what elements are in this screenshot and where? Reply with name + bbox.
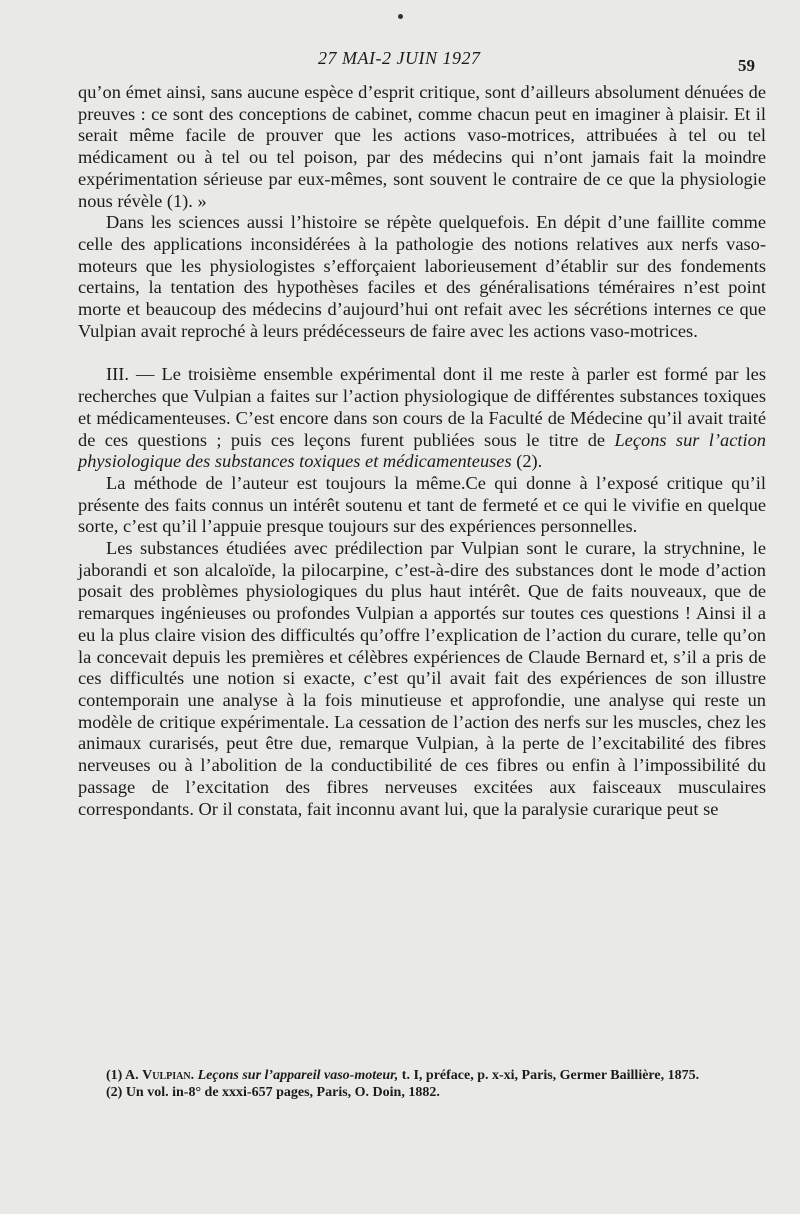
book-title: Leçons sur l’action physiologique des substances toxiques et médicamenteuses — [78, 429, 766, 472]
page-header — [0, 48, 800, 74]
page-number: 59 — [738, 56, 755, 75]
paragraph-4: La méthode de l’auteur est toujours la même.Ce qui donne à l’exposé critique qu’il présente des faits connus un intérêt soutenu et tant de fermeté et ce qui le vivifie en quelque sorte, c’est qu’il l’appuie presque toujours sur des expériences personnelles. — [78, 472, 766, 537]
paragraph-1: qu’on émet ainsi, sans aucune espèce d’esprit critique, sont d’ailleurs absolument dénuées de preuves : ce sont des conceptions de cabinet, comme chacun peut en imaginer à plaisir. Et il serait même facile de prouver que les actions vaso-motrices, attribuées à tel ou tel médicament ou à tel ou tel poison, par des médecins qui n’ont jamais fait la moindre expérimentation sérieuse par eux-mêmes, sont souvent le contraire de ce que la physiologie nous révèle (1). » — [78, 82, 766, 211]
footnote-1 — [78, 1068, 766, 1085]
ink-dot — [398, 14, 403, 19]
footnote-1-author: Vulpian. — [142, 1068, 195, 1083]
paragraph-3 — [78, 364, 766, 473]
section-gap — [78, 342, 766, 364]
running-title: 27 MAI-2 JUIN 1927 — [318, 48, 481, 68]
paragraph-3-ref: (2). — [511, 451, 543, 472]
body-text — [78, 82, 766, 820]
paragraph-3-text: III. — Le troisième ensemble expérimental dont il me reste à parler est formé par les recherches que Vulpian a faites sur l’action physiologique de différentes substances toxiques et médicamenteuses. C’est encore dans son cours de la Faculté de Médecine qu’il avait traité de ces questions ; puis ces leçons furent publiées sous le titre de — [78, 364, 766, 450]
paragraph-2: Dans les sciences aussi l’histoire se répète quelquefois. En dépit d’une faillite comme celle des applications inconsidérées à la pathologie des notions relatives aux nerfs vaso-moteurs que les physiologistes s’efforçaient laborieusement d’établir sur des fondements certains, la tentation des hypothèses faciles et des généralisations téméraires n’est point morte et beaucoup des médecins d’aujourd’hui ont refait avec les sécrétions internes ce que Vulpian avait reproché à leurs prédécesseurs de faire avec les actions vaso-motrices. — [78, 212, 766, 341]
footnote-2: (2) Un vol. in-8° de xxxi-657 pages, Paris, O. Doin, 1882. — [106, 1084, 440, 1100]
footnote-1-rest: t. I, préface, p. x-xi, Paris, Germer Baillière, 1875. — [398, 1068, 700, 1083]
footnotes — [78, 1068, 766, 1101]
footnote-1-title: Leçons sur l’appareil vaso-moteur, — [197, 1068, 399, 1083]
paragraph-5: Les substances étudiées avec prédilection par Vulpian sont le curare, la strychnine, le jaborandi et son alcaloïde, la pilocarpine, c’est-à-dire des substances dont le mode d’action posait des problèmes physiologiques du plus haut intérêt. Que de faits nouveaux, que de remarques ingénieuses ou profondes Vulpian a apportés sur toutes ces questions ! Ainsi il a eu la plus claire vision des difficultés qu’offre l’explication de l’action du curare, telle qu’on la concevait depuis les premières et célèbres expériences de Claude Bernard et, s’il a pris de ces difficultés une notion si exacte, c’est qu’il avait fait des expériences de son illustre contemporain une analyse à la fois minutieuse et approfondie, une analyse qui reste un modèle de critique expérimentale. La cessation de l’action des nerfs sur les muscles, chez les animaux curarisés, peut être due, remarque Vulpian, à la perte de l’excitabilité des fibres nerveuses ou à l’abolition de la conductibilité de ces fibres ou enfin à l’impossibilité du passage de l’excitation des fibres nerveuses excitées aux faisceaux musculaires correspondants. Or il constata, fait inconnu avant lui, que la paralysie curarique peut se — [78, 538, 766, 819]
footnote-1-marker: (1) A. — [106, 1068, 143, 1083]
